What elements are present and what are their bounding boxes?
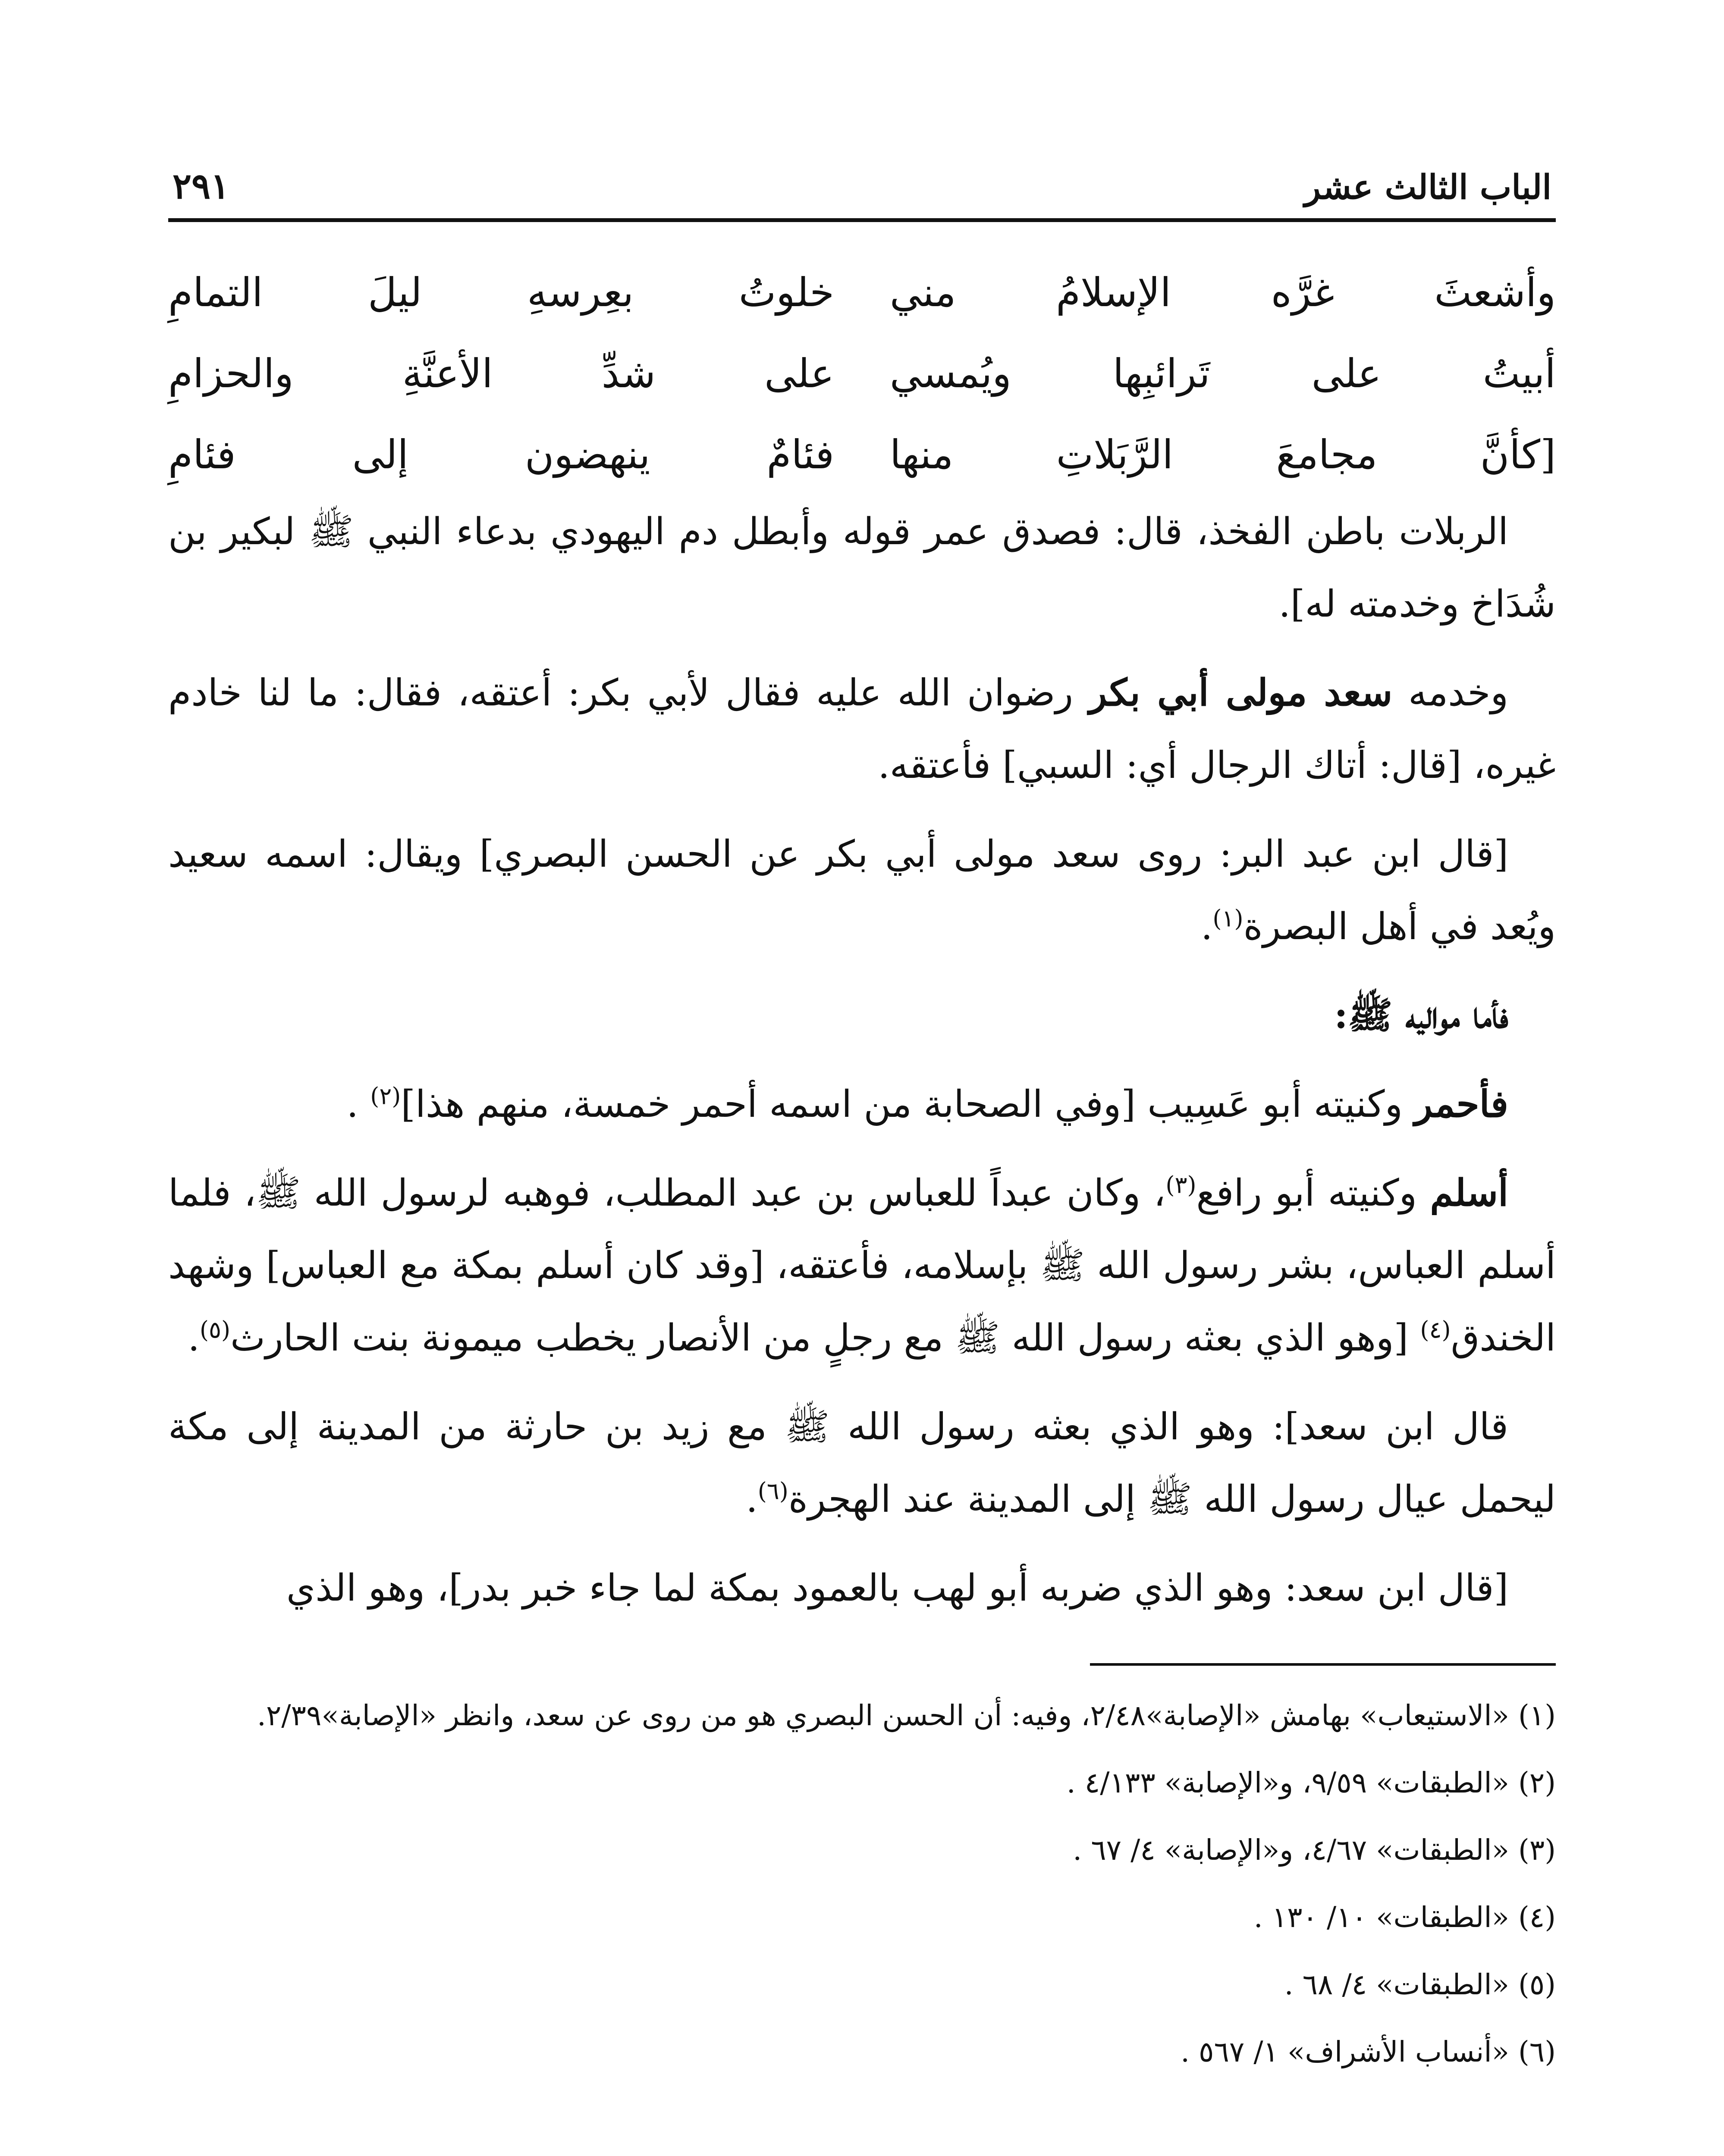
poem [168,252,1556,495]
verse-first-hemistich: [كأنَّ مجامعَ الرَّبَلاتِ منها [889,432,1556,478]
bold-name: سعد مولى أبي بكر [1089,671,1393,714]
poem-verse [168,333,1556,414]
verse-first-hemistich: وأشعثَ غرَّه الإسلامُ مني [889,270,1556,316]
chapter-title: الباب الثالث عشر [1304,168,1551,207]
footnote-ref: (٢) [370,1082,401,1110]
poem-verse [168,252,1556,333]
bold-name: فأحمر [1414,1082,1508,1126]
paragraph: أسلم وكنيته أبو رافع$^{(٣)}$، وكان عبداً للعباس بن عبد المطلب، فوهبه لرسول الله ﷺ، فلما أسلم العباس، بشر رسول الله ﷺ بإسلامه، فأعتقه، [وقد كان أسلم بمكة مع العباس] وشهد الخندق$^{(٤)}$ [وهو الذي بعثه رسول الله ﷺ مع رجلٍ من الأنصار يخطب ميمونة بنت الحارث$^{(٥)}$. [168,1171,1556,1360]
paragraph: [قال ابن عبد البر: روى سعد مولى أبي بكر عن الحسن البصري] ويقال: اسمه سعيد ويُعد في أهل البصرة$^{(١)}$. [168,833,1556,948]
footnote: (١) «الاستيعاب» بهامش «الإصابة»٢/٤٨، وفيه: أن الحسن البصري هو من روى عن سعد، وانظر «الإصابة»٢/٣٩. [257,1699,1556,1732]
paragraph: فأحمر وكنيته أبو عَسِيب [وفي الصحابة من اسمه أحمر خمسة، منهم هذا]$^{(٢)}$ . [346,1082,1508,1126]
footnote-ref: (٦) [757,1477,788,1505]
body-text [168,495,1556,1624]
footnote: (٤) «الطبقات» ١٠/ ١٣٠ . [1253,1901,1556,1934]
paragraph: الربلات باطن الفخذ، قال: فصدق عمر قوله وأبطل دم اليهودي بدعاء النبي ﷺ لبكير بن شُدَاخ وخدمته له]. [168,510,1556,626]
footnote-ref: (١) [1212,905,1244,932]
running-header [168,129,1556,222]
footnote: (٣) «الطبقات» ٤/٦٧، و«الإصابة» ٤/ ٦٧ . [1073,1833,1556,1867]
footnote: (٥) «الطبقات» ٤/ ٦٨ . [1284,1968,1556,2001]
paragraph: [قال ابن سعد: وهو الذي ضربه أبو لهب بالعمود بمكة لما جاء خبر بدر]، وهو الذي [286,1567,1508,1610]
verse-second-hemistich: خلوتُ بعِرسهِ ليلَ التمامِ [168,270,835,316]
verse-first-hemistich: أبيتُ على تَرائبِها ويُمسي [889,351,1556,397]
paragraph: قال ابن سعد]: وهو الذي بعثه رسول الله ﷺ مع زيد بن حارثة من المدينة إلى مكة ليحمل عيال رسول الله ﷺ إلى المدينة عند الهجرة$^{(٦)}$. [168,1405,1556,1521]
footnotes [168,1687,1556,2081]
verse-second-hemistich: على شدِّ الأعنَّةِ والحزامِ [168,351,835,397]
verse-second-hemistich: فئامٌ ينهضون إلى فئامِ [168,432,835,478]
footnote-ref: (٤) [1420,1316,1451,1344]
footnote-ref: (٥) [199,1316,231,1344]
footnote: (٢) «الطبقات» ٩/٥٩، و«الإصابة» ٤/١٣٣ . [1066,1766,1556,1799]
section-heading: فأما مواليه ﷺ: [1334,993,1508,1037]
page-number: ٢٩١ [173,166,230,207]
footnote: (٦) «أنساب الأشراف» ١/ ٥٦٧ . [1181,2035,1556,2068]
footnote-separator [1090,1663,1556,1666]
paragraph: وخدمه سعد مولى أبي بكر رضوان الله عليه فقال لأبي بكر: أعتقه، فقال: ما لنا خادم غيره، [قال: أتاك الرجال أي: السبي] فأعتقه. [168,671,1556,787]
bold-name: أسلم [1430,1171,1508,1215]
footnote-ref: (٣) [1165,1171,1196,1199]
poem-verse [168,414,1556,495]
